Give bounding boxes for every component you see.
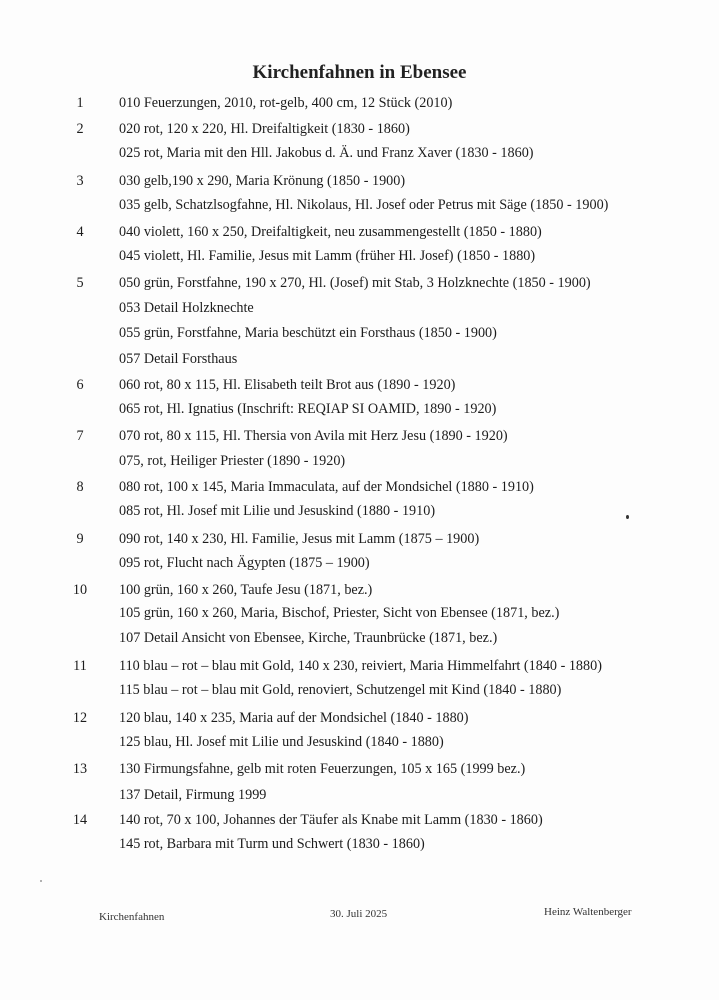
list-item (0, 810, 719, 830)
entry-text: 125 blau, Hl. Josef mit Lilie und Jesuskind (1840 - 1880) (119, 734, 444, 750)
group-number: 4 (76, 224, 84, 240)
list-item (0, 119, 719, 139)
entry-text: 055 grün, Forstfahne, Maria beschützt ein Forsthaus (1850 - 1900) (119, 325, 497, 341)
list-item (0, 656, 719, 676)
list-item (0, 708, 719, 728)
group-number: 6 (76, 377, 84, 393)
entry-text: 030 gelb,190 x 290, Maria Krönung (1850 - 1900) (119, 173, 406, 189)
entry-text: 060 rot, 80 x 115, Hl. Elisabeth teilt Brot aus (1890 - 1920) (119, 377, 456, 393)
entry-text: 040 violett, 160 x 250, Dreifaltigkeit, neu zusammengestellt (1850 - 1880) (119, 224, 542, 240)
group-number: 7 (76, 428, 84, 444)
list-item (0, 680, 719, 700)
list-item (0, 553, 719, 573)
scan-speck (626, 515, 629, 519)
entry-text: 110 blau – rot – blau mit Gold, 140 x 230, reiviert, Maria Himmelfahrt (1840 - 1880) (119, 658, 602, 674)
group-number: 10 (72, 582, 88, 598)
entry-text: 050 grün, Forstfahne, 190 x 270, Hl. (Josef) mit Stab, 3 Holzknechte (1850 - 1900) (119, 275, 591, 291)
entry-text: 120 blau, 140 x 235, Maria auf der Mondsichel (1840 - 1880) (119, 710, 469, 726)
list-item (0, 426, 719, 446)
entry-text: 045 violett, Hl. Familie, Jesus mit Lamm (früher Hl. Josef) (1850 - 1880) (119, 248, 536, 264)
entry-text: 075, rot, Heiliger Priester (1890 - 1920) (119, 453, 346, 469)
entry-text: 115 blau – rot – blau mit Gold, renoviert, Schutzengel mit Kind (1840 - 1880) (119, 682, 562, 698)
group-number: 9 (76, 531, 84, 547)
scan-speck (40, 880, 42, 882)
list-item (0, 603, 719, 623)
list-item (0, 628, 719, 648)
list-item (0, 349, 719, 369)
list-item (0, 529, 719, 549)
list-item (0, 501, 719, 521)
group-number: 8 (76, 479, 84, 495)
group-number: 12 (72, 710, 88, 726)
list-item (0, 93, 719, 113)
entry-text: 140 rot, 70 x 100, Johannes der Täufer als Knabe mit Lamm (1830 - 1860) (119, 812, 543, 828)
list-item (0, 785, 719, 805)
list-item (0, 732, 719, 752)
entry-text: 145 rot, Barbara mit Turm und Schwert (1830 - 1860) (119, 836, 425, 852)
group-number: 13 (72, 761, 88, 777)
footer-author: Heinz Waltenberger (544, 906, 632, 918)
entry-text: 105 grün, 160 x 260, Maria, Bischof, Priester, Sicht von Ebensee (1871, bez.) (119, 605, 560, 621)
list-item (0, 451, 719, 471)
group-number: 2 (76, 121, 84, 137)
list-item (0, 273, 719, 293)
list-item (0, 580, 719, 600)
list-item (0, 375, 719, 395)
entry-text: 137 Detail, Firmung 1999 (119, 787, 267, 803)
entry-text: 057 Detail Forsthaus (119, 351, 238, 367)
entry-text: 053 Detail Holzknechte (119, 300, 254, 316)
group-number: 11 (73, 658, 87, 674)
list-item (0, 171, 719, 191)
list-item (0, 834, 719, 854)
entry-text: 130 Firmungsfahne, gelb mit roten Feuerzungen, 105 x 165 (1999 bez.) (119, 761, 526, 777)
list-item (0, 477, 719, 497)
list-item (0, 195, 719, 215)
entry-text: 025 rot, Maria mit den Hll. Jakobus d. Ä. und Franz Xaver (1830 - 1860) (119, 145, 534, 161)
entry-text: 010 Feuerzungen, 2010, rot-gelb, 400 cm, 12 Stück (2010) (119, 95, 453, 111)
entry-text: 020 rot, 120 x 220, Hl. Dreifaltigkeit (1830 - 1860) (119, 121, 410, 137)
list-item (0, 323, 719, 343)
group-number: 3 (76, 173, 84, 189)
group-number: 5 (76, 275, 84, 291)
list-item (0, 222, 719, 242)
entry-text: 070 rot, 80 x 115, Hl. Thersia von Avila mit Herz Jesu (1890 - 1920) (119, 428, 508, 444)
group-number: 1 (76, 95, 84, 111)
entry-text: 095 rot, Flucht nach Ägypten (1875 – 1900) (119, 555, 370, 571)
entry-text: 080 rot, 100 x 145, Maria Immaculata, auf der Mondsichel (1880 - 1910) (119, 479, 534, 495)
list-item (0, 399, 719, 419)
entry-text: 107 Detail Ansicht von Ebensee, Kirche, Traunbrücke (1871, bez.) (119, 630, 498, 646)
list-item (0, 298, 719, 318)
footer-date: 30. Juli 2025 (330, 908, 388, 920)
entry-text: 035 gelb, Schatzlsogfahne, Hl. Nikolaus, Hl. Josef oder Petrus mit Säge (1850 - 1900) (119, 197, 609, 213)
page-title: Kirchenfahnen in Ebensee (252, 62, 467, 83)
entry-text: 065 rot, Hl. Ignatius (Inschrift: REQIAP SI OAMID, 1890 - 1920) (119, 401, 497, 417)
list-item (0, 143, 719, 163)
group-number: 14 (72, 812, 88, 828)
list-item (0, 246, 719, 266)
list-item (0, 759, 719, 779)
entry-text: 085 rot, Hl. Josef mit Lilie und Jesuskind (1880 - 1910) (119, 503, 436, 519)
footer-left: Kirchenfahnen (99, 911, 165, 923)
entry-text: 100 grün, 160 x 260, Taufe Jesu (1871, bez.) (119, 582, 373, 598)
entry-text: 090 rot, 140 x 230, Hl. Familie, Jesus mit Lamm (1875 – 1900) (119, 531, 480, 547)
